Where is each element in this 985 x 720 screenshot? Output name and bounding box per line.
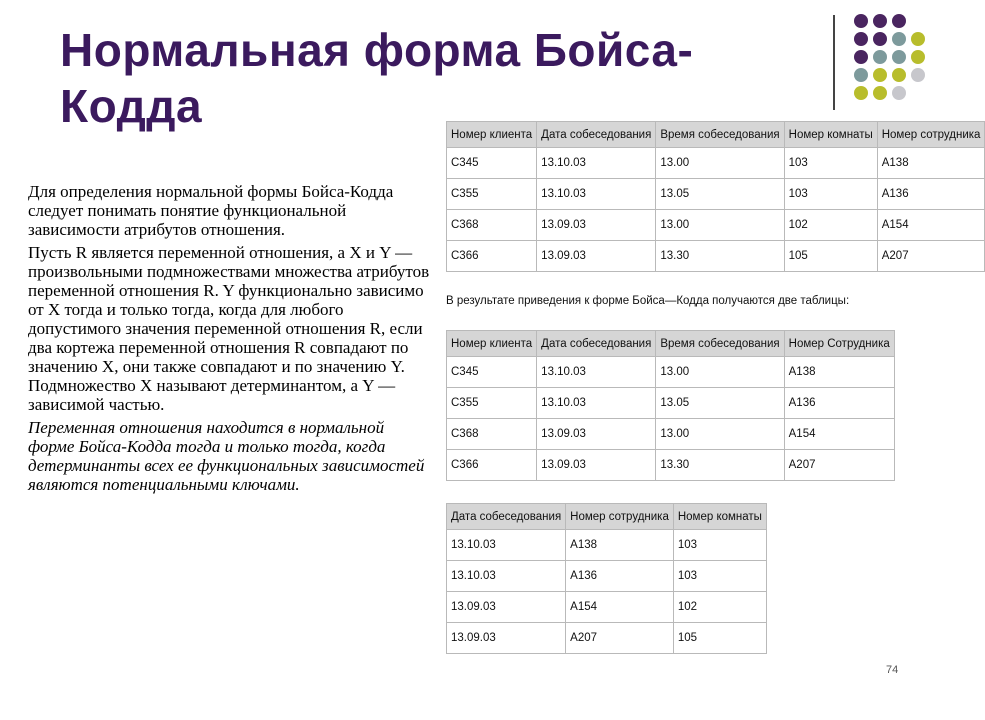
table-cell: 13.09.03 [537,241,656,272]
title-line-1: Нормальная форма Бойса- [60,24,694,76]
paragraph-bcnf-rule: Переменная отношения находится в нормальной форме Бойса-Кодда тогда и только тогда, когда детерминанты всех ее функциональных зависимостей являются потенциальными ключами. [28,418,425,494]
table-cell: 103 [673,561,766,592]
result-table-1 [446,330,895,481]
table-header: Номер клиента [447,331,537,357]
table-cell: 103 [784,148,877,179]
table-cell: 13.10.03 [537,357,656,388]
table-cell: A136 [784,388,894,419]
table-cell: A138 [566,530,674,561]
table-header-row [447,331,895,357]
dot [892,86,906,100]
table-cell: C366 [447,241,537,272]
table-header: Номер Сотрудника [784,331,894,357]
table-cell: A154 [566,592,674,623]
table-cell: A154 [784,419,894,450]
table-row [447,419,895,450]
table-header-row [447,504,767,530]
divider-line [833,15,835,110]
table-row [447,210,985,241]
table-cell: C355 [447,388,537,419]
dot [873,32,887,46]
table-cell: C366 [447,450,537,481]
table-cell: A136 [877,179,985,210]
table-cell: 13.10.03 [537,148,656,179]
dot [892,50,906,64]
table-cell: 13.09.03 [537,450,656,481]
dot [873,68,887,82]
table-header: Дата собеседования [447,504,566,530]
dot [854,68,868,82]
table-cell: A138 [784,357,894,388]
table-row [447,530,767,561]
table-header: Время собеседования [656,331,784,357]
result-table-2 [446,503,767,654]
table-row [447,388,895,419]
paragraph-dependency: Пусть R является переменной отношения, а X и Y — произвольными подмножествами множества атрибутов переменной отношения R. Y функционально зависимо от X тогда и только тогда, когда для любого допустимого значения переменной отношения R, если два кортежа переменной отношения R совпадают по значению X, они также совпадают и по значению Y. Подмножество X называют детерминантом, а Y — зависимой частью. [28,243,430,414]
table-cell: 13.00 [656,357,784,388]
table-cell: 105 [673,623,766,654]
table-header: Номер сотрудника [877,122,985,148]
table-cell: 13.30 [656,450,784,481]
table-header: Номер комнаты [673,504,766,530]
slide-number: 74 [886,664,899,676]
table-row [447,357,895,388]
dot [911,50,925,64]
table-header: Номер комнаты [784,122,877,148]
table-row [447,623,767,654]
dot [892,68,906,82]
table-cell: 13.10.03 [447,561,566,592]
table-cell: 13.30 [656,241,784,272]
table-cell: 13.09.03 [537,210,656,241]
dot [873,14,887,28]
table-cell: 13.05 [656,179,784,210]
table-cell: 13.00 [656,210,784,241]
slide-title [60,22,820,134]
table-cell: 13.10.03 [537,388,656,419]
dot [892,32,906,46]
table-cell: C368 [447,419,537,450]
table-header: Дата собеседования [537,331,656,357]
table-row [447,148,985,179]
table-cell: C368 [447,210,537,241]
table-cell: 13.09.03 [447,592,566,623]
table-cell: C345 [447,148,537,179]
table-cell: A138 [877,148,985,179]
table-cell: A207 [784,450,894,481]
title-line-2: Кодда [60,80,203,132]
dot [854,32,868,46]
table-header: Дата собеседования [537,122,656,148]
source-table [446,121,985,272]
table-cell: 13.09.03 [537,419,656,450]
body-text [28,182,433,498]
dot [911,68,925,82]
table-cell: A136 [566,561,674,592]
table-header: Время собеседования [656,122,784,148]
table-cell: C345 [447,357,537,388]
dot [854,50,868,64]
table-row [447,179,985,210]
table-cell: 13.09.03 [447,623,566,654]
table-cell: 102 [673,592,766,623]
table-cell: A207 [566,623,674,654]
table-cell: 13.10.03 [537,179,656,210]
table-cell: A154 [877,210,985,241]
table-cell: 13.00 [656,419,784,450]
decorative-dots [852,14,952,114]
dot [873,86,887,100]
table-header: Номер клиента [447,122,537,148]
table-row [447,241,985,272]
dot [873,50,887,64]
table-header-row [447,122,985,148]
dot [854,86,868,100]
dot [892,14,906,28]
table-cell: 105 [784,241,877,272]
table-cell: 103 [784,179,877,210]
result-caption: В результате приведения к форме Бойса—Кодда получаются две таблицы: [446,295,850,307]
table-cell: 13.00 [656,148,784,179]
table-row [447,561,767,592]
table-cell: 103 [673,530,766,561]
dot [854,14,868,28]
paragraph-definition: Для определения нормальной формы Бойса-Кодда следует понимать понятие функциональной зависимости атрибутов отношения. [28,182,394,239]
dot [911,32,925,46]
table-row [447,450,895,481]
table-cell: 13.05 [656,388,784,419]
table-header: Номер сотрудника [566,504,674,530]
table-cell: A207 [877,241,985,272]
table-cell: 13.10.03 [447,530,566,561]
table-cell: 102 [784,210,877,241]
table-row [447,592,767,623]
table-cell: C355 [447,179,537,210]
